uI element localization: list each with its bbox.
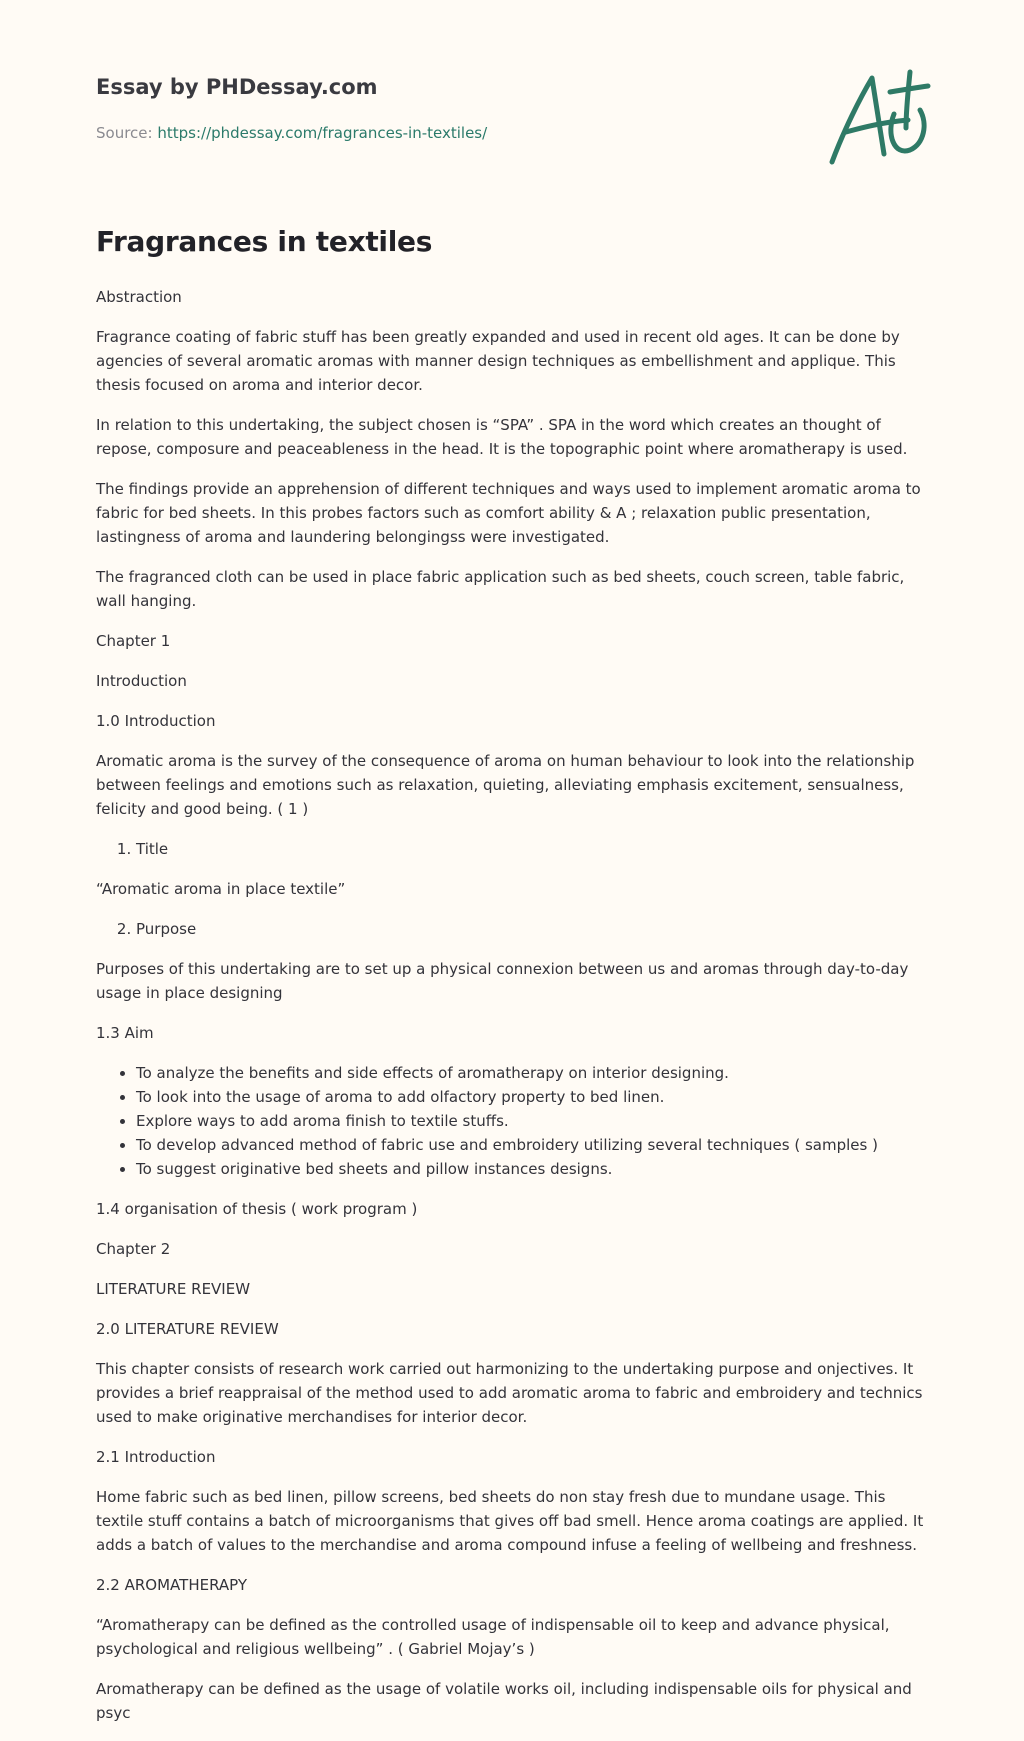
heading-chapter-2: Chapter 2 [96, 1240, 171, 1258]
numbered-list [96, 917, 926, 941]
list-item: • To suggest originative bed sheets and pillow instances designs. [136, 1157, 926, 1181]
paragraph: In relation to this undertaking, the subject chosen is “SPA” . SPA in the word which creates an thought of repose, composure and peaceableness in the head. It is the topographic point where aromatherapy is used. [96, 416, 908, 458]
heading-2-2: 2.2 AROMATHERAPY [96, 1576, 248, 1594]
heading-chapter-1: Chapter 1 [96, 632, 171, 650]
list-item: 2. Purpose [136, 917, 926, 941]
paragraph: The findings provide an apprehension of different techniques and ways used to implement aromatic aroma to fabric for bed sheets. In this probes factors such as comfort ability & A ; relaxation public presentation, lastingness of aroma and laundering belongingss were investigated. [96, 480, 921, 546]
source-label: Source: [96, 124, 153, 142]
paragraph: “Aromatherapy can be defined as the controlled usage of indispensable oil to keep and advance physical, psychological and religious wellbeing” . ( Gabriel Mojay’s ) [96, 1616, 890, 1658]
paragraph: Home fabric such as bed linen, pillow screens, bed sheets do non stay fresh due to mundane usage. This textile stuff contains a batch of microorganisms that gives off bad smell. Hence aroma coatings are applied. It adds a batch of values to the merchandise and aroma compound infuse a feeling of wellbeing and freshness. [96, 1488, 924, 1554]
source-line [96, 124, 487, 142]
paragraph: Purposes of this undertaking are to set up a physical connexion between us and aromas through day-to-day usage in place designing [96, 960, 909, 1002]
essay-title: Fragrances in textiles [96, 225, 433, 258]
essay-body [96, 285, 926, 1741]
heading-2-0: 2.0 LITERATURE REVIEW [96, 1320, 279, 1338]
aims-list [96, 1061, 926, 1181]
paragraph: Fragrance coating of fabric stuff has been greatly expanded and used in recent old ages. It can be done by agencies of several aromatic aromas with manner design techniques as embellishment and applique. This thesis focused on aroma and interior decor. [96, 328, 900, 394]
heading-abstraction: Abstraction [96, 288, 182, 306]
heading-1-3: 1.3 Aim [96, 1024, 154, 1042]
a-plus-logo-icon [824, 68, 934, 168]
heading-1-4: 1.4 organisation of thesis ( work program ) [96, 1200, 418, 1218]
numbered-list [96, 837, 926, 861]
list-item: • To develop advanced method of fabric use and embroidery utilizing several techniques ( samples ) [136, 1133, 926, 1157]
heading-introduction: Introduction [96, 672, 187, 690]
list-item: 1. Title [136, 837, 926, 861]
paragraph-truncated: Aromatherapy can be defined as the usage of volatile works oil, including indispensable oils for physical and psyc [96, 1680, 912, 1722]
paragraph: The fragranced cloth can be used in place fabric application such as bed sheets, couch screen, table fabric, wall hanging. [96, 568, 905, 610]
heading-1-0: 1.0 Introduction [96, 712, 216, 730]
heading-2-1: 2.1 Introduction [96, 1448, 216, 1466]
quoted-title: “Aromatic aroma in place textile” [96, 880, 346, 898]
heading-literature-review: LITERATURE REVIEW [96, 1280, 251, 1298]
list-item: • To analyze the benefits and side effects of aromatherapy on interior designing. [136, 1061, 926, 1085]
paragraph: This chapter consists of research work carried out harmonizing to the undertaking purpose and onjectives. It provides a brief reappraisal of the method used to add aromatic aroma to fabric and embroidery and technics used to make originative merchandises for interior decor. [96, 1360, 923, 1426]
list-item: • To look into the usage of aroma to add olfactory property to bed linen. [136, 1085, 926, 1109]
paragraph: Aromatic aroma is the survey of the consequence of aroma on human behaviour to look into the relationship between feelings and emotions such as relaxation, quieting, alleviating emphasis excitement, sensualness, felicity and good being. ( 1 ) [96, 752, 915, 818]
source-link[interactable]: https://phdessay.com/fragrances-in-textiles/ [157, 124, 488, 142]
site-title: Essay by PHDessay.com [96, 75, 378, 99]
list-item: • Explore ways to add aroma finish to textile stuffs. [136, 1109, 926, 1133]
